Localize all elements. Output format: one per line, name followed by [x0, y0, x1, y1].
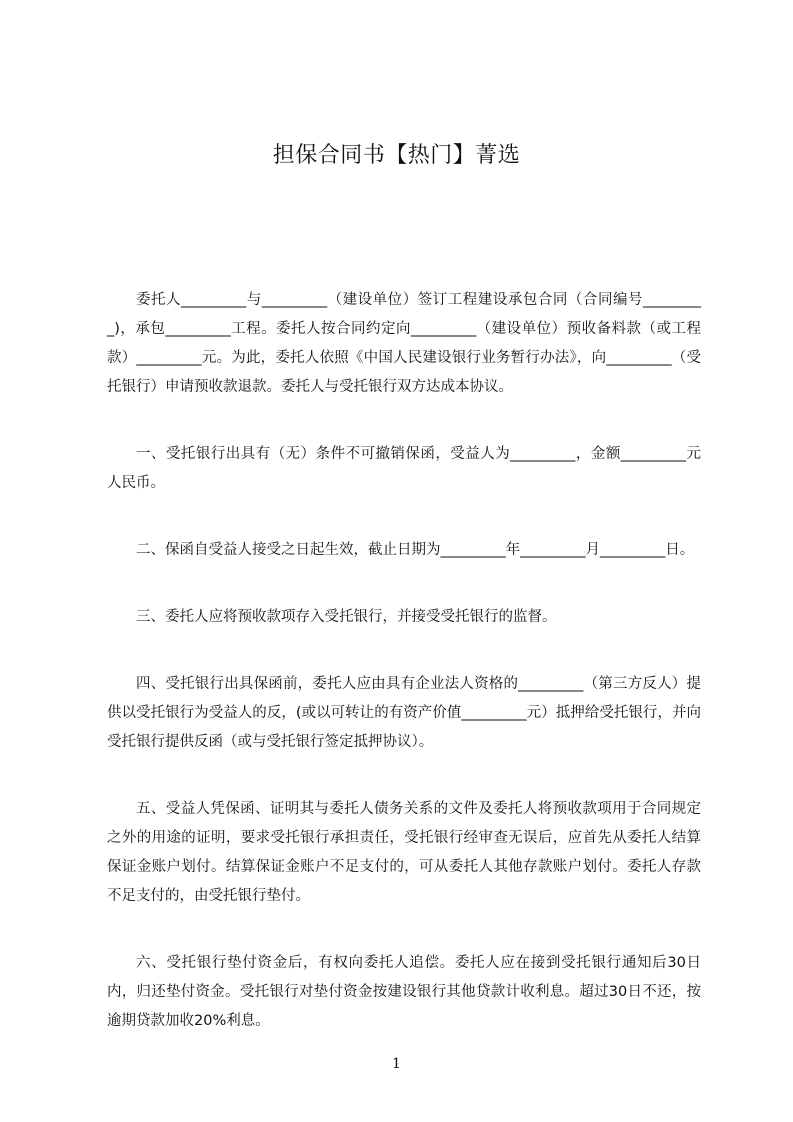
clause-5-paragraph: 五、受益人凭保函、证明其与委托人债务关系的文件及委托人将预收款项用于合同规定之外的用途的证明，要求受托银行承担责任，受托银行经审查无误后，应首先从委托人结算保证金账户划付。结算保证金账户不足支付的，可从委托人其他存款账户划付。委托人存款不足支付的，由受托银行垫付。 [107, 801, 701, 904]
document-title: 担保合同书【热门】菁选 [272, 143, 521, 168]
clause-4-paragraph: 四、受托银行出具保函前，委托人应由具有企业法人资格的_________（第三方反人）提供以受托银行为受益人的反，(或以可转让的有资产价值_________元）抵押给受托银行，并向受托银行提供反函（或与受托银行签定抵押协议）。 [107, 676, 701, 750]
clause-6-paragraph: 六、受托银行垫付资金后，有权向委托人追偿。委托人应在接到受托银行通知后30日内，归还垫付资金。受托银行对垫付资金按建设银行其他贷款计收利息。超过30日不还，按逾期贷款加收20%利息。 [107, 955, 701, 1029]
document-body [107, 286, 701, 1074]
clause-1-paragraph: 一、受托银行出具有（无）条件不可撤销保函，受益人为_________，金额_________元人民币。 [107, 446, 701, 491]
clause-2-paragraph: 二、保函自受益人接受之日起生效，截止日期为_________年_________月_________日。 [136, 542, 695, 558]
intro-paragraph: 委托人_________与_________（建设单位）签订工程建设承包合同（合同编号_________)，承包_________工程。委托人按合同约定向_________（建设单位）预收备料款（或工程款）_________元。为此，委托人依照《中国人民建设银行业务暂行办法》，向_________（受托银行）申请预收款退款。委托人与受托银行双方达成本协议。 [107, 292, 701, 395]
clause-3-paragraph: 三、委托人应将预收款项存入受托银行，并接受受托银行的监督。 [136, 609, 557, 625]
page-number: 1 [392, 1056, 401, 1072]
